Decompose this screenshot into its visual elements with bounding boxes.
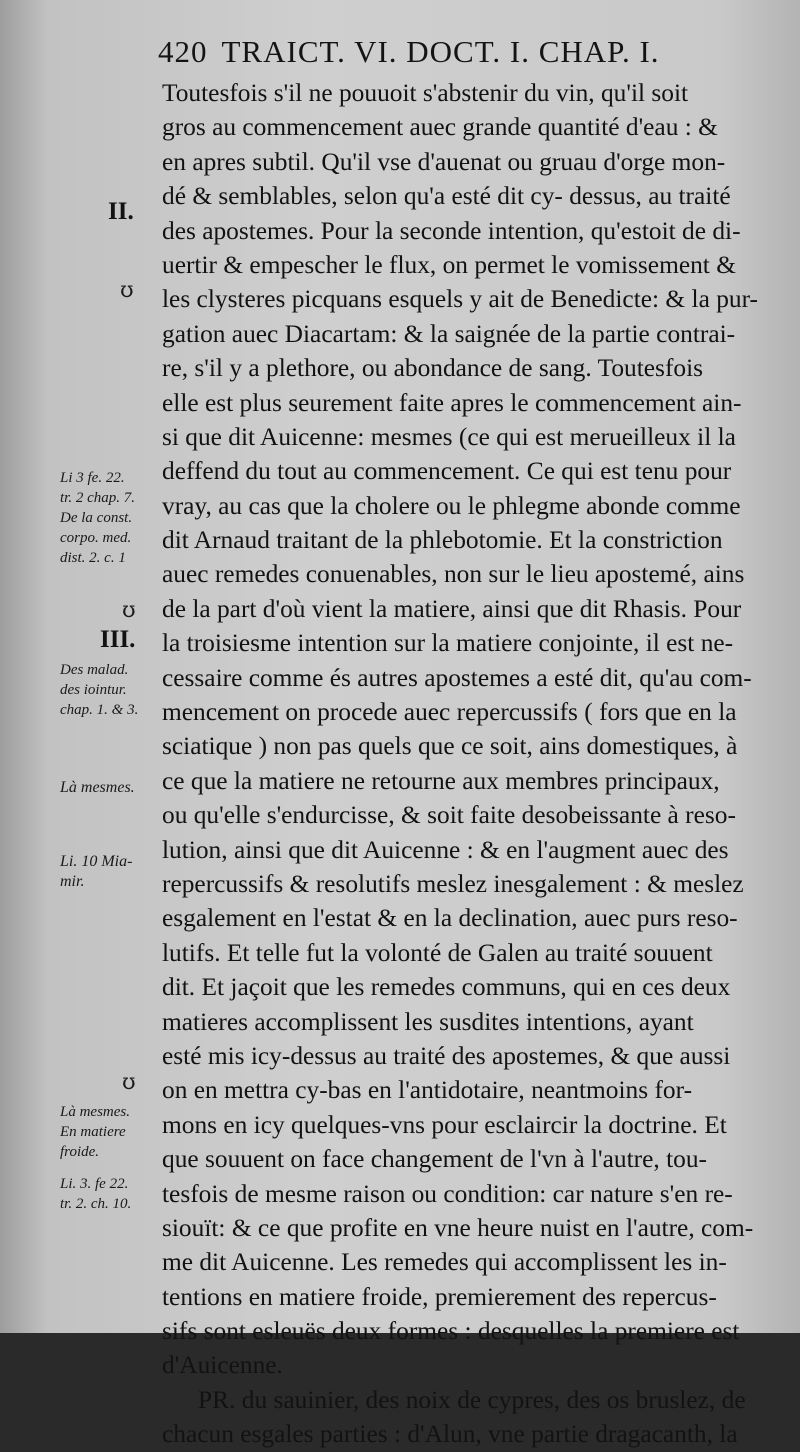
margin-note-ref-5: [60, 1102, 130, 1162]
chapter-title: TRAICT. VI. DOCT. I. CHAP. I.: [221, 34, 660, 69]
text-line: cessaire comme és autres apostemes a esté dit, qu'au com-: [162, 663, 752, 692]
margin-note-line: En matiere: [60, 1124, 126, 1140]
text-line: gation auec Diacartam: & la saignée de la partie contrai-: [162, 319, 736, 348]
text-line: matieres accomplissent les susdites intentions, ayant: [162, 1007, 694, 1036]
text-line: en apres subtil. Qu'il vse d'auenat ou gruau d'orge mon-: [162, 147, 726, 176]
margin-note-ref-2: [60, 660, 138, 720]
text-line: uertir & empescher le flux, on permet le vomissement &: [162, 250, 736, 279]
text-line: mencement on procede auec repercussifs ( fors que en la: [162, 698, 737, 727]
margin-note-line: Là mesmes.: [60, 779, 135, 796]
margin-note-line: corpo. med.: [60, 530, 132, 546]
text-line: vray, au cas que la cholere ou le phlegme abonde comme: [162, 491, 741, 520]
body-text: [162, 76, 794, 1452]
text-line: me dit Auicenne. Les remedes qui accomplissent les in-: [162, 1248, 727, 1277]
page-number: 420: [158, 34, 208, 69]
margin-note-line: dist. 2. c. 1: [60, 550, 126, 566]
margin-note-line: Des malad.: [60, 662, 129, 678]
text-line: que souuent on face changement de l'vn à l'autre, tou-: [162, 1145, 707, 1174]
margin-note-line: Li. 3. fe 22.: [60, 1176, 129, 1192]
margin-note-line: mir.: [60, 873, 85, 890]
section-number-3: III.: [100, 626, 136, 653]
text-line: dé & semblables, selon qu'a esté dit cy- dessus, au traité: [162, 182, 731, 211]
text-line: dit. Et jaçoit que les remedes communs, qui en ces deux: [162, 973, 731, 1002]
text-line: de la part d'où vient la matiere, ainsi que dit Rhasis. Pour: [162, 594, 742, 623]
text-line: ce que la matiere ne retourne aux membres principaux,: [162, 766, 720, 795]
margin-note-ref-4: [60, 852, 132, 892]
paragraph-mark-icon: ʊ: [122, 598, 136, 623]
text-line: esgalement en l'estat & en la declination, auec purs reso-: [162, 904, 738, 933]
paragraph-mark-icon: ʊ: [120, 278, 134, 303]
margin-note-line: tr. 2. ch. 10.: [60, 1196, 132, 1212]
text-line: ou qu'elle s'endurcisse, & soit faite desobeissante à reso-: [162, 801, 736, 830]
text-line: d'Auicenne.: [162, 1351, 283, 1380]
text-line: mons en icy quelques-vns pour esclaircir la doctrine. Et: [162, 1110, 727, 1139]
text-line: esté mis icy-dessus au traité des apostemes, & que aussi: [162, 1041, 731, 1070]
paragraph-mark-icon: ʊ: [122, 1070, 136, 1095]
text-line: tesfois de mesme raison ou condition: car nature s'en re-: [162, 1179, 733, 1208]
text-line: Toutesfois s'il ne pouuoit s'abstenir du vin, qu'il soit: [162, 79, 689, 107]
text-line: sifs sont esleuës deux formes : desquelles la premiere est: [162, 1317, 740, 1346]
text-line: deffend du tout au commencement. Ce qui est tenu pour: [162, 457, 732, 486]
text-line: tentions en matiere froide, premierement des repercus-: [162, 1282, 717, 1311]
margin-note-line: Li. 10 Mia-: [60, 853, 133, 870]
text-line: chacun esgales parties : d'Alun, vne partie dragacanth, la: [162, 1420, 738, 1449]
text-line: si que dit Auicenne: mesmes (ce qui est merueilleux il la: [162, 422, 736, 451]
text-line: sciatique ) non pas quels que ce soit, ains domestiques, à: [162, 732, 738, 761]
margin-note-line: Li 3 fe. 22.: [60, 470, 125, 486]
margin-note-ref-1: [60, 468, 135, 568]
text-line: auec remedes conuenables, non sur le lieu apostemé, ains: [162, 560, 745, 589]
text-line: repercussifs & resolutifs meslez inesgalement : & meslez: [162, 869, 744, 898]
text-line: re, s'il y a plethore, ou abondance de sang. Toutesfois: [162, 354, 704, 383]
text-line: siouït: & ce que profite en vne heure nuist en l'autre, com-: [162, 1213, 754, 1242]
margin-note-ref-6: [60, 1174, 131, 1214]
margin-note-line: froide.: [60, 1144, 100, 1160]
margin-note-line: des iointur.: [60, 682, 127, 698]
text-line: dit Arnaud traitant de la phlebotomie. Et la constriction: [162, 526, 723, 555]
text-line: lutifs. Et telle fut la volonté de Galen au traité souuent: [162, 938, 713, 967]
margin-note-ref-3: [60, 778, 135, 798]
margin-note-line: De la const.: [60, 510, 133, 526]
margin-column: [0, 0, 160, 1333]
text-line: elle est plus seurement faite apres le commencement ain-: [162, 388, 742, 417]
text-line: les clysteres picquans esquels y ait de Benedicte: & la pur-: [162, 285, 758, 314]
margin-note-line: Là mesmes.: [60, 1104, 130, 1120]
section-number-2: II.: [108, 198, 134, 225]
margin-note-line: chap. 1. & 3.: [60, 702, 139, 718]
margin-note-line: tr. 2 chap. 7.: [60, 490, 135, 506]
text-line: lution, ainsi que dit Auicenne : & en l'augment auec des: [162, 835, 729, 864]
text-line: PR. du sauinier, des noix de cypres, des os bruslez, de: [198, 1385, 746, 1414]
text-line: gros au commencement auec grande quantité d'eau : &: [162, 113, 718, 142]
text-line: la troisiesme intention sur la matiere conjointe, il est ne-: [162, 629, 734, 658]
text-line: des apostemes. Pour la seconde intention, qu'estoit de di-: [162, 216, 741, 245]
text-line: on en mettra cy-bas en l'antidotaire, neantmoins for-: [162, 1076, 693, 1105]
running-header: [158, 34, 788, 74]
